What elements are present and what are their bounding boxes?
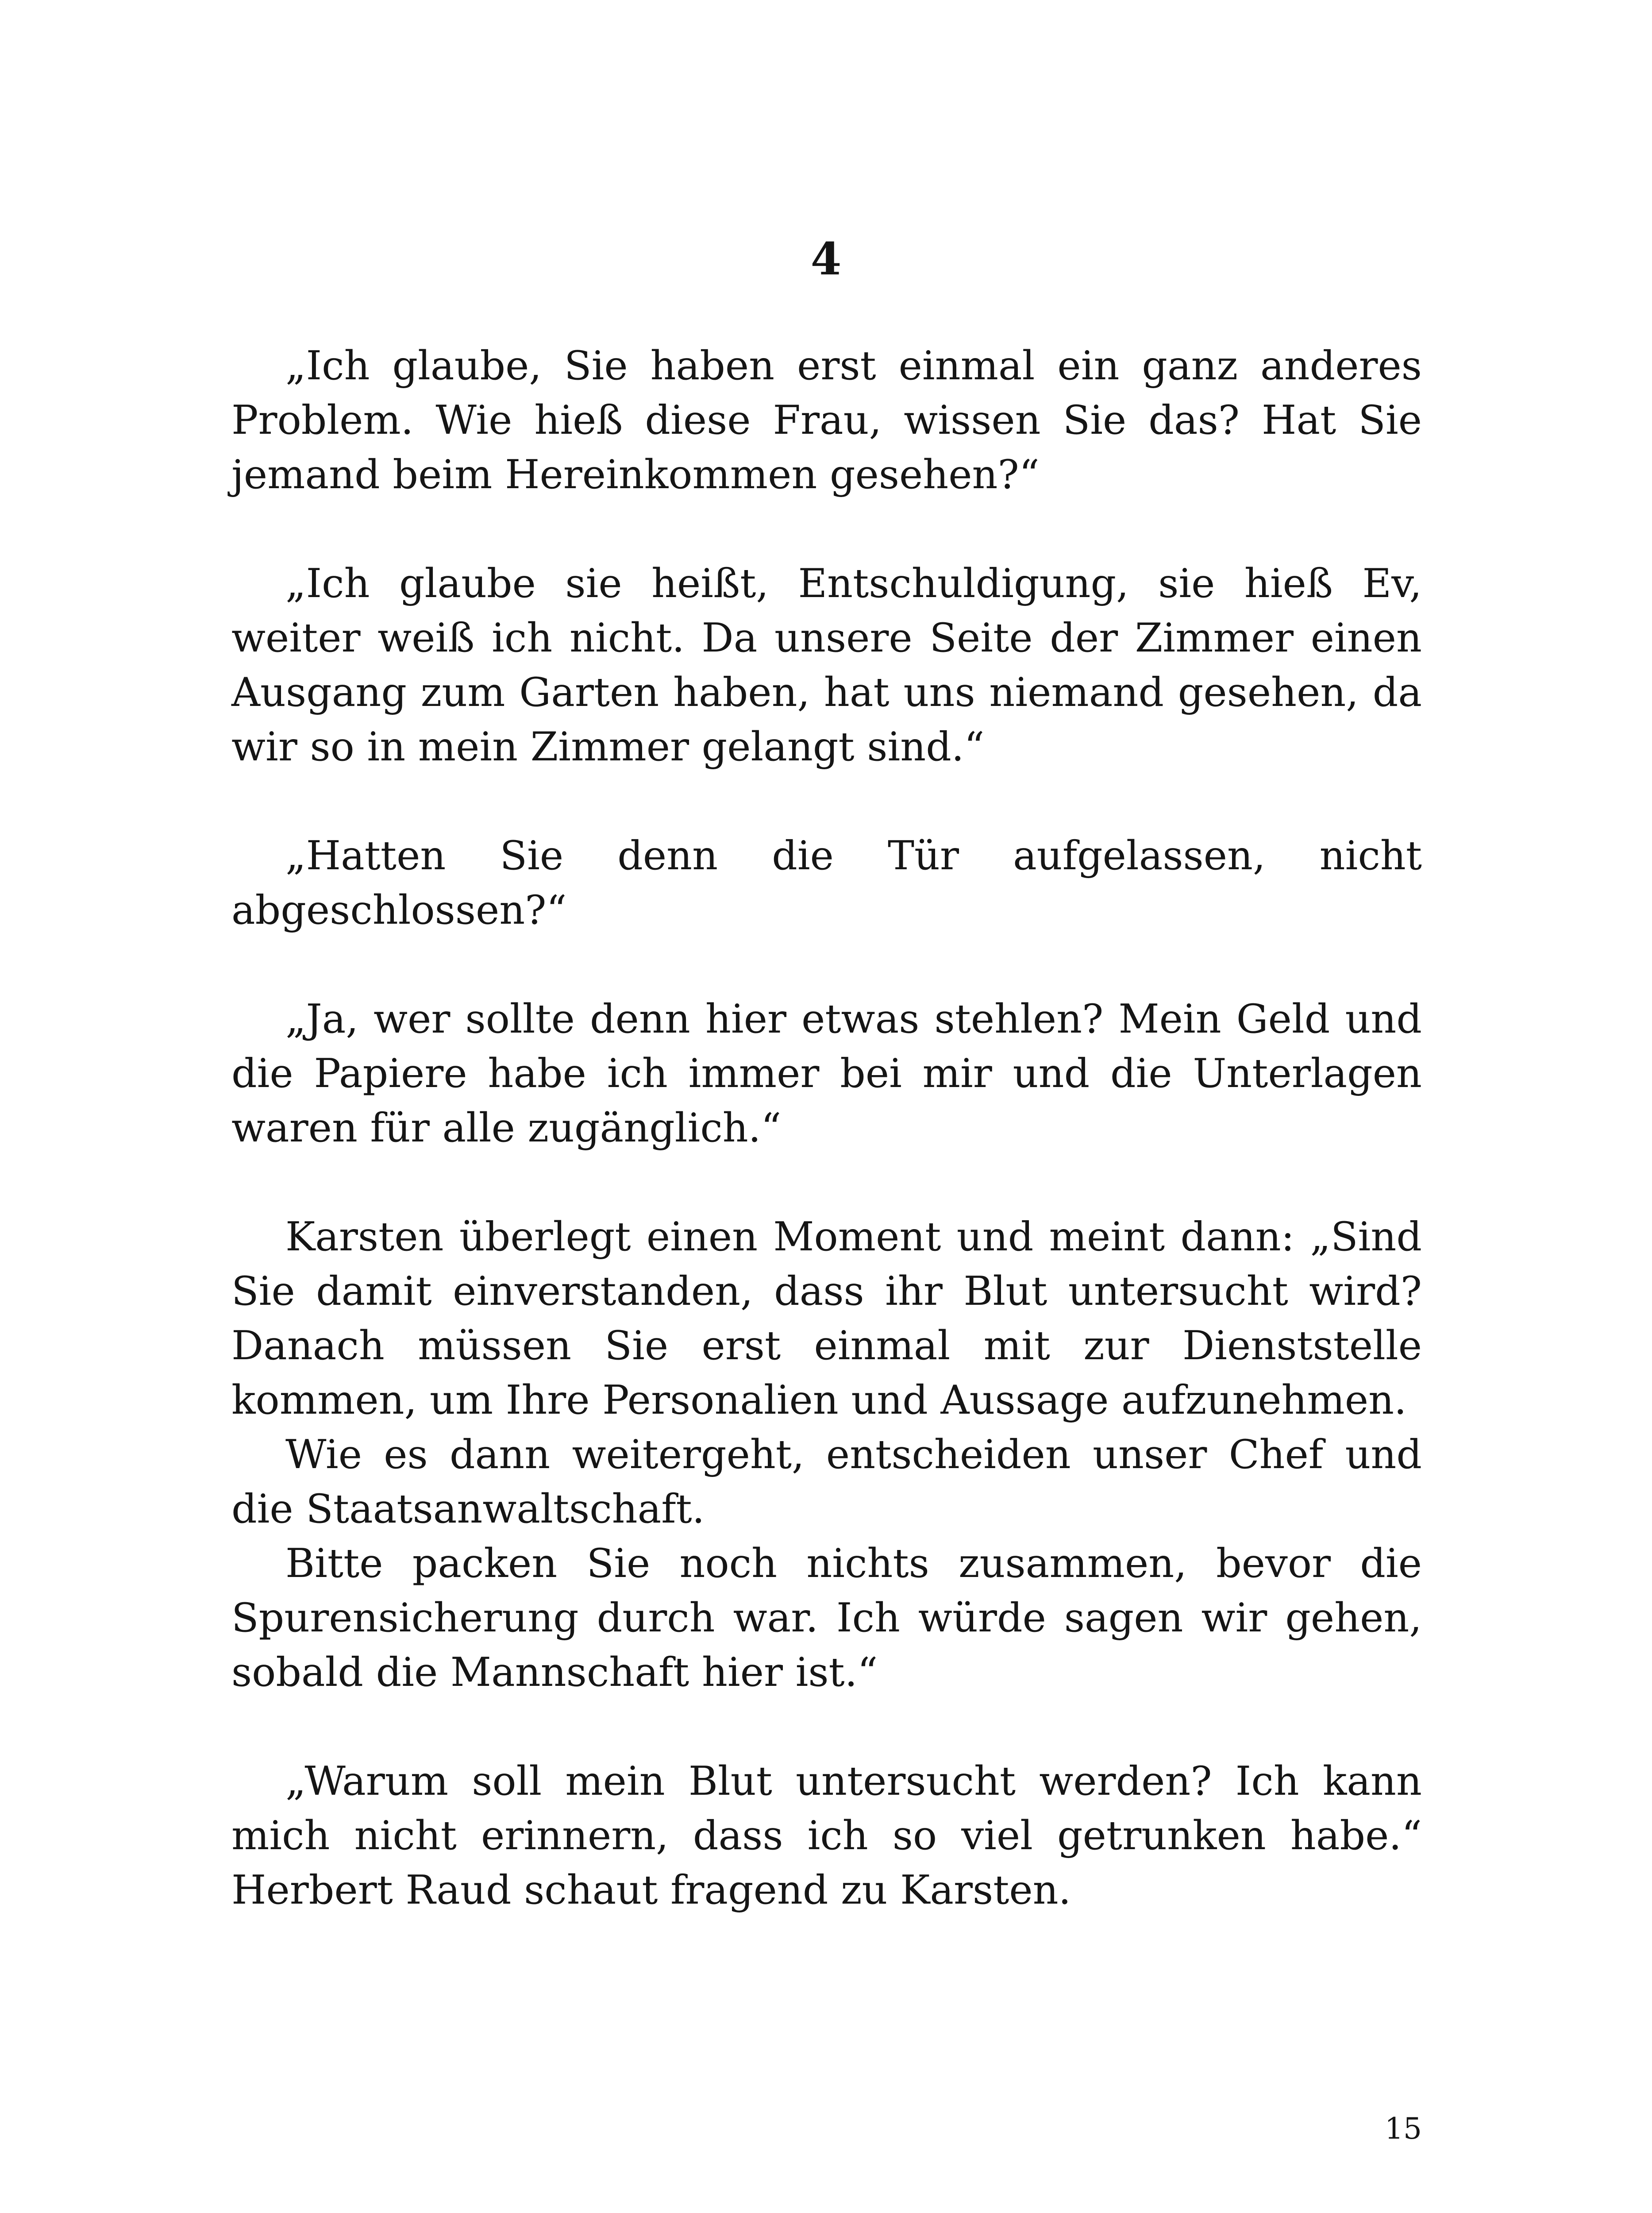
paragraph: Karsten überlegt einen Moment und meint dann: „Sind Sie damit einverstanden, dass ihr Blut untersucht wird? Danach müssen Sie erst einmal mit zur Dienststelle kommen, um Ihre Personalien und Aussage aufzunehmen. xyxy=(231,1214,1422,1423)
paragraph: Wie es dann weitergeht, entscheiden unser Chef und die Staatsanwaltschaft. xyxy=(231,1431,1422,1532)
paragraph: „Ja, wer sollte denn hier etwas stehlen? Mein Geld und die Papiere habe ich immer bei mir und die Unterlagen waren für alle zugänglich.“ xyxy=(231,996,1422,1151)
paragraph: „Ich glaube, Sie haben erst einmal ein ganz anderes Problem. Wie hieß diese Frau, wissen Sie das? Hat Sie jemand beim Hereinkommen gesehen?“ xyxy=(231,343,1422,498)
paragraph: Bitte packen Sie noch nichts zusammen, bevor die Spurensicherung durch war. Ich würde sagen wir gehen, sobald die Mannschaft hier ist.“ xyxy=(231,1540,1422,1696)
page-body xyxy=(231,339,1422,1917)
chapter-number: 4 xyxy=(810,233,842,285)
paragraph: „Hatten Sie denn die Tür aufgelassen, nicht abgeschlossen?“ xyxy=(231,833,1422,933)
paragraph: „Warum soll mein Blut untersucht werden? Ich kann mich nicht erinnern, dass ich so viel getrunken habe.“ Herbert Raud schaut fragend zu Karsten. xyxy=(231,1758,1422,1913)
paragraph: „Ich glaube sie heißt, Entschuldigung, sie hieß Ev, weiter weiß ich nicht. Da unsere Seite der Zimmer einen Ausgang zum Garten haben, hat uns niemand gesehen, da wir so in mein Zimmer gelangt sind.“ xyxy=(231,560,1422,770)
page-number: 15 xyxy=(1385,2112,1422,2146)
